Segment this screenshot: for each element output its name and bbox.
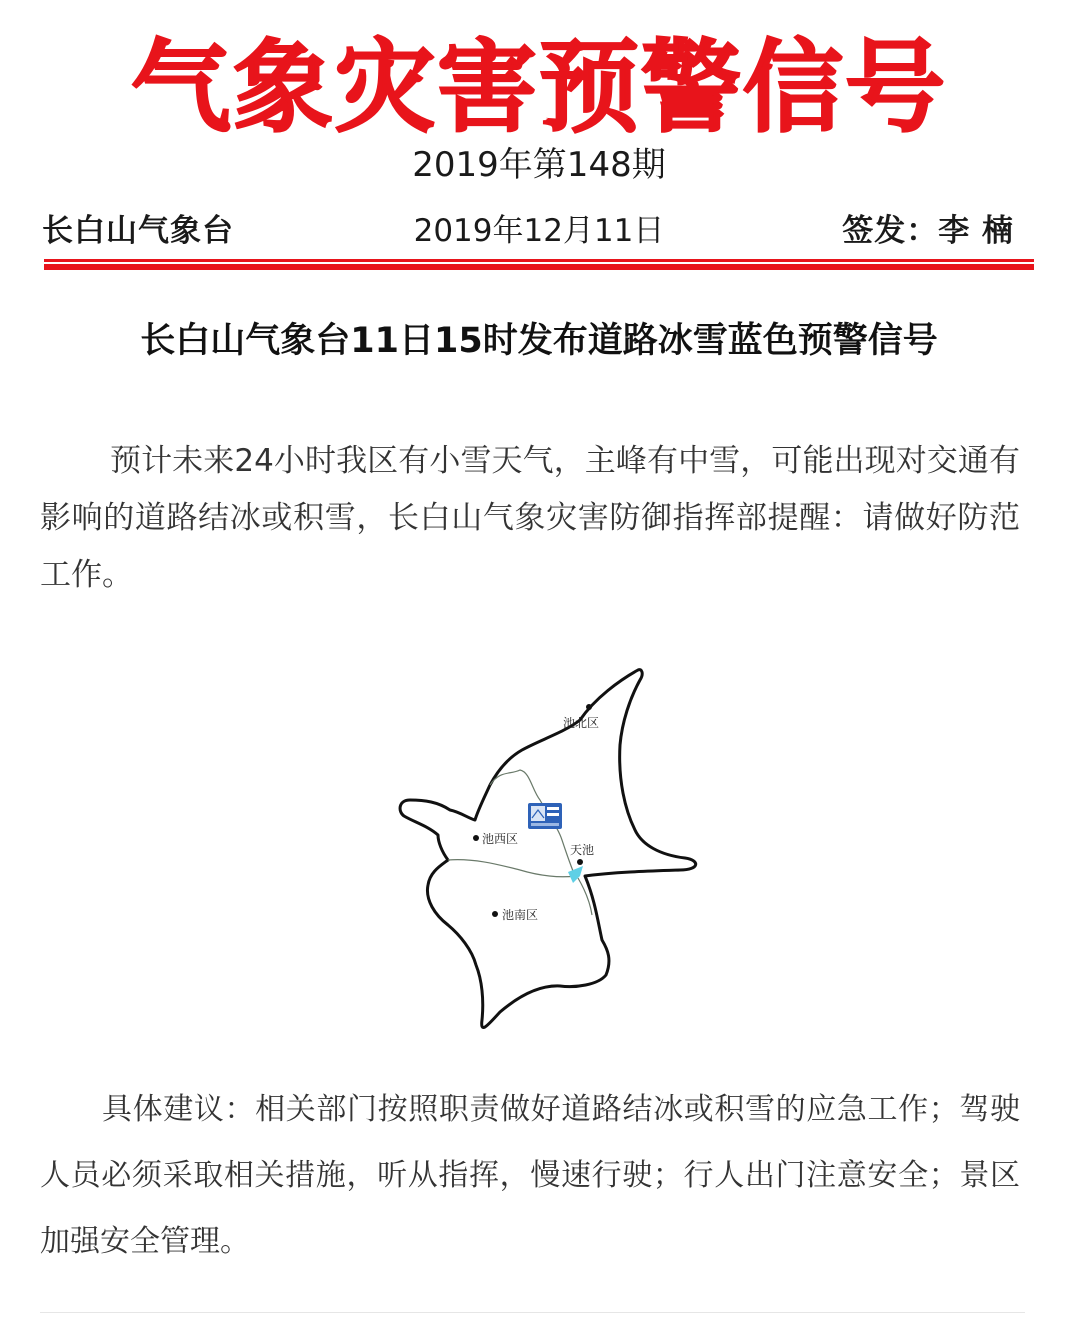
masthead-title: 气象灾害预警信号: [131, 29, 947, 146]
north-district-dot: [586, 704, 592, 710]
map-label-lake: 天池: [570, 843, 595, 857]
issue-date: 2019年12月11日: [413, 213, 665, 249]
header-divider-thick: [44, 264, 1034, 270]
header-divider-thin: [44, 259, 1034, 262]
signer: 签发：李 楠: [842, 213, 1014, 249]
bottom-divider: [40, 1312, 1025, 1313]
agency-name: 长白山气象台: [42, 213, 234, 249]
region-map-svg: [380, 650, 720, 1040]
map-label-north: 池北区: [563, 716, 600, 730]
tianchi-dot: [577, 859, 583, 865]
issue-number: 2019年第148期: [412, 145, 666, 185]
advice-paragraph: 具体建议：相关部门按照职责做好道路结冰或积雪的应急工作；驾驶人员必须采取相关措施，听从指挥，慢速行驶；行人出门注意安全；景区加强安全管理。: [40, 1092, 1020, 1259]
road-icing-warning-icon: [528, 803, 562, 829]
west-district-dot: [473, 835, 479, 841]
article-headline: 长白山气象台11日15时发布道路冰雪蓝色预警信号: [140, 321, 938, 361]
forecast-paragraph: 预计未来24小时我区有小雪天气，主峰有中雪，可能出现对交通有影响的道路结冰或积雪，长白山气象灾害防御指挥部提醒：请做好防范工作。: [40, 443, 1020, 593]
map-label-west: 池西区: [482, 832, 519, 846]
region-map: [380, 650, 720, 1040]
south-district-dot: [492, 911, 498, 917]
region-boundary: [400, 670, 696, 1028]
map-label-south: 池南区: [502, 908, 539, 922]
